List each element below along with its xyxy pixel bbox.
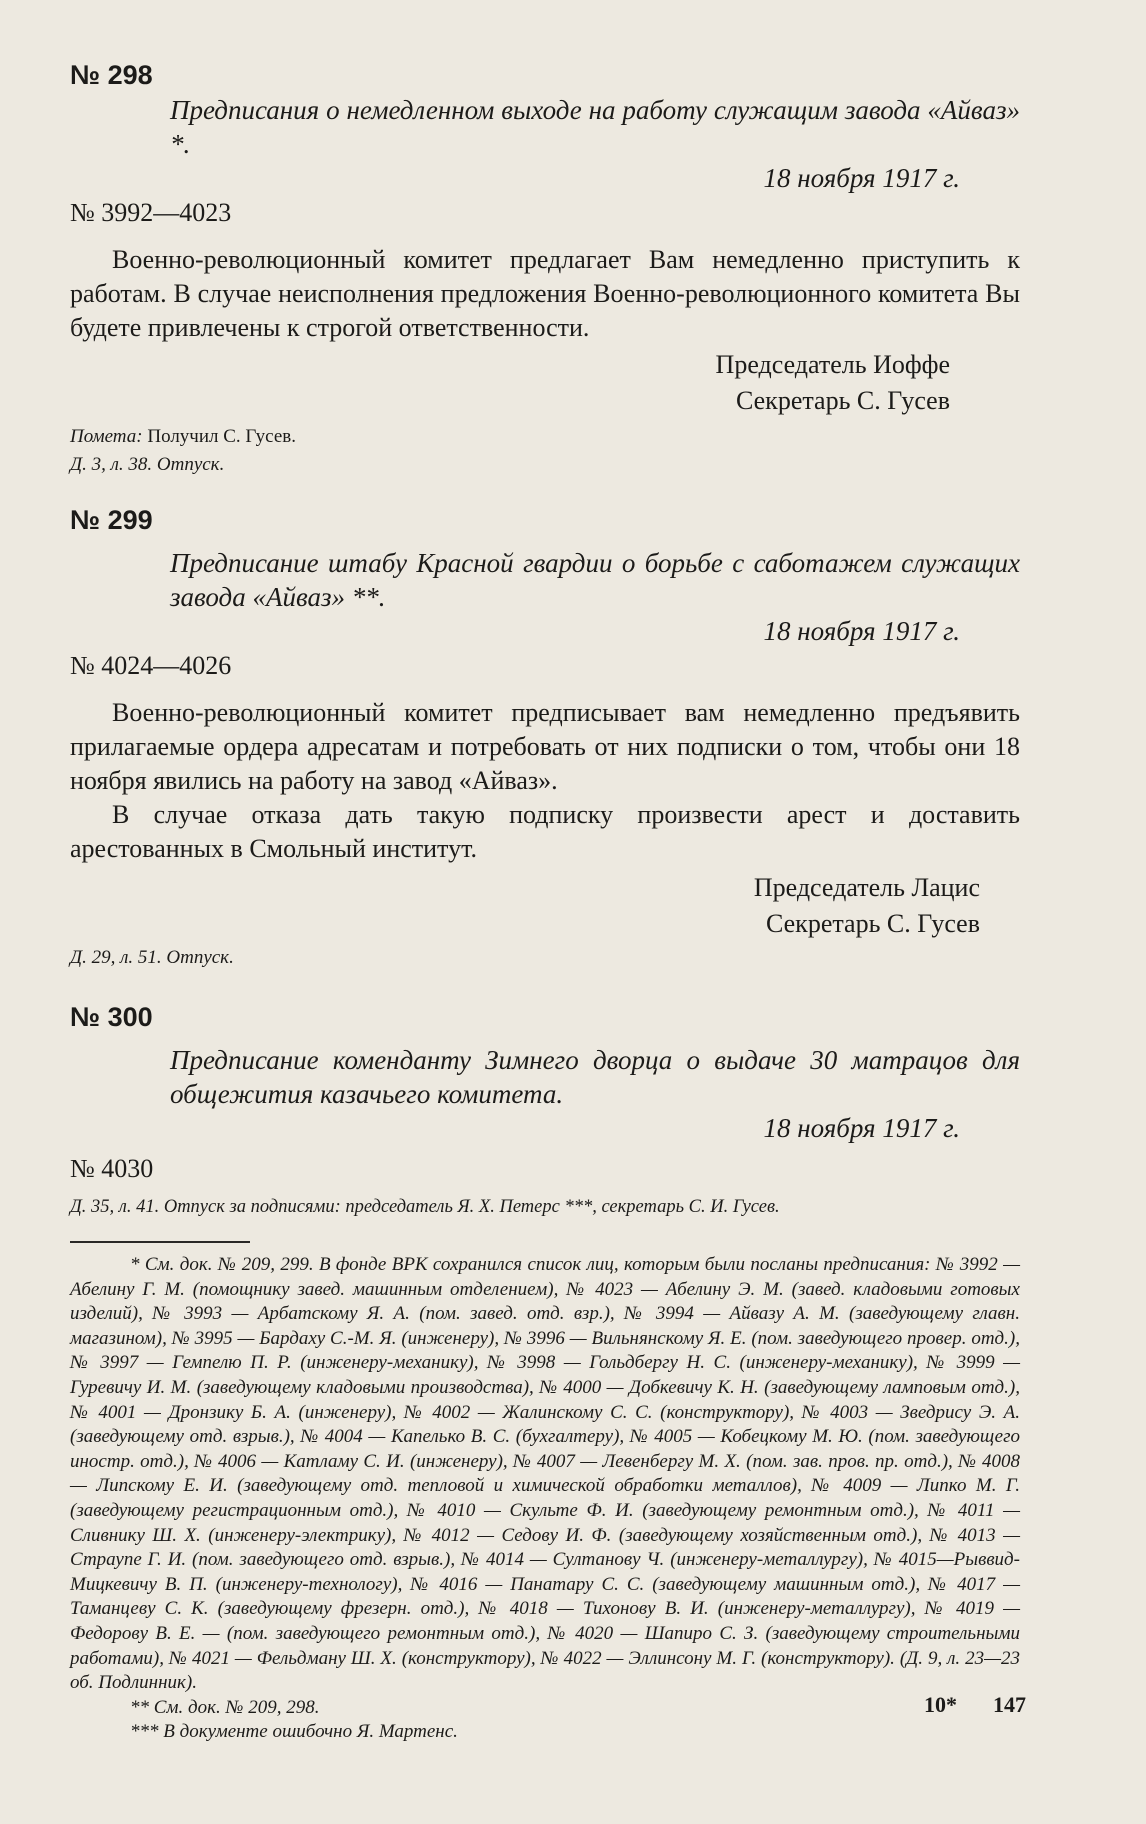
chairman-signature: Председатель Иоффе <box>715 350 950 379</box>
doc-number: № 299 <box>70 505 153 535</box>
registry-number: № 4030 <box>70 1154 154 1183</box>
doc-title: Предписания о немедленном выходе на работу служащим завода «Айваз» *. <box>170 95 1020 159</box>
page-number: 147 <box>993 1692 1026 1717</box>
doc-body-paragraph: Военно-революционный комитет предписывает вам немедленно предъявить прилагаемые ордера адресатам и потребовать от них подписки о том, чтобы они 18 ноября явились на работу на завод «Айваз». <box>70 698 1020 795</box>
footnote-1: * См. док. № 209, 299. В фонде ВРК сохранился список лиц, которым были посланы предписания: № 3992 — Абелину Г. М. (помощнику завед. машинным отделением), № 4023 — Абелину Э. М. (завед. кладовыми готовых изделий), № 3993 — Арбатскому Я. А. (пом. завед. отд. взр.), № 3994 — Айвазу А. М. (заведующему главн. магазином), № 3995 — Бардаху С.-М. Я. (инженеру), № 3996 — Вильнянскому Я. Е. (пом. заведующего провер. отд.), № 3997 — Гемпелю П. Р. (инженеру-механику), № 3998 — Гольдбергу Н. С. (инженеру-механику), № 3999 — Гуревичу И. М. (заведующему кладовыми производства), № 4000 — Добкевичу К. Н. (заведующему ламповым отд.), № 4001 — Дронзику Б. А. (инженеру), № 4002 — Жалинскому С. С. (конструктору), № 4003 — Зведрису Э. А. (заведующему отд. взрыв.), № 4004 — Капелько В. С. (бухгалтеру), № 4005 — Кобецкому М. Ю. (пом. заведующего иностр. отд.), № 4006 — Катламу С. И. (инженеру), № 4007 — Левенбергу М. X. (пом. зав. пров. пр. отд.), № 4008 — Липскому Е. И. (заведующему отд. тепловой и химической обработки металлов), № 4009 — Липко М. Г. (заведующему регистрационным отд.), № 4010 — Скульте Ф. И. (заведующему ремонтным отд.), № 4011 — Сливнику Ш. X. (инженеру-электрику), № 4012 — Седову И. Ф. (заведующему хозяйственным отд.), № 4013 — Страупе Г. И. (пом. заведующего отд. взрыв.), № 4014 — Султанову Ч. (инженеру-металлургу), № 4015—Рыввид-Мицкевичу В. П. (инженеру-технологу), № 4016 — Панатару С. С. (заведующему машинным отд.), № 4017 — Таманцеву С. К. (заведующему фрезерн. отд.), № 4018 — Тихонову В. И. (инженеру-металлургу), № 4019 — Федорову В. Е. — (пом. заведующего ремонтным отд.), № 4020 — Шапиро С. З. (заведующему строительными работами), № 4021 — Фельдману Ш. X. (конструктору), № 4022 — Эллинсону М. Г. (конструктору). (Д. 9, л. 23—23 об. Подлинник). <box>70 1254 1020 1694</box>
secretary-signature: Секретарь С. Гусев <box>735 386 950 415</box>
archive-source: Д. 35, л. 41. Отпуск за подписями: председатель Я. X. Петерс ***, секретарь С. И. Гусев. <box>70 1197 780 1217</box>
registry-number: № 3992—4023 <box>70 198 232 227</box>
doc-title: Предписание штабу Красной гвардии о борьбе с саботажем служащих завода «Айваз» **. <box>170 548 1020 612</box>
footnote-2: ** См. док. № 209, 298. <box>130 1696 320 1718</box>
document-299 <box>70 505 1020 972</box>
footnotes <box>70 1253 1020 1745</box>
mark-text: Получил С. Гусев. <box>142 426 297 447</box>
doc-date: 18 ноября 1917 г. <box>763 163 960 193</box>
page-footer <box>888 1692 1026 1718</box>
archive-source: Д. 3, л. 38. Отпуск. <box>70 454 225 475</box>
page <box>70 60 1020 1745</box>
doc-number: № 300 <box>70 1002 153 1032</box>
registry-number: № 4024—4026 <box>70 651 232 680</box>
mark-label: Помета: <box>70 426 143 447</box>
doc-body-paragraph: В случае отказа дать такую подписку произвести арест и доставить арестованных в Смольный институт. <box>70 800 1020 863</box>
signature-mark: 10* <box>924 1692 957 1717</box>
footnote-3: *** В документе ошибочно Я. Мартенс. <box>130 1721 458 1743</box>
secretary-signature: Секретарь С. Гусев <box>765 909 980 938</box>
footnote-divider <box>70 1241 250 1243</box>
doc-number: № 298 <box>70 60 153 90</box>
archive-source: Д. 29, л. 51. Отпуск. <box>70 947 234 968</box>
chairman-signature: Председатель Лацис <box>753 873 980 902</box>
receipt-mark <box>70 423 1020 451</box>
doc-title: Предписание коменданту Зимнего дворца о выдаче 30 матрацов для общежития казачьего комитета. <box>170 1045 1020 1109</box>
doc-date: 18 ноября 1917 г. <box>763 1113 960 1143</box>
document-298 <box>70 60 1020 479</box>
document-300 <box>70 1002 1020 1221</box>
doc-body: Военно-революционный комитет предлагает Вам немедленно приступить к работам. В случае неисполнения предложения Военно-революционного комитета Вы будете привлечены к строгой ответственности. <box>70 245 1020 342</box>
doc-date: 18 ноября 1917 г. <box>763 616 960 646</box>
